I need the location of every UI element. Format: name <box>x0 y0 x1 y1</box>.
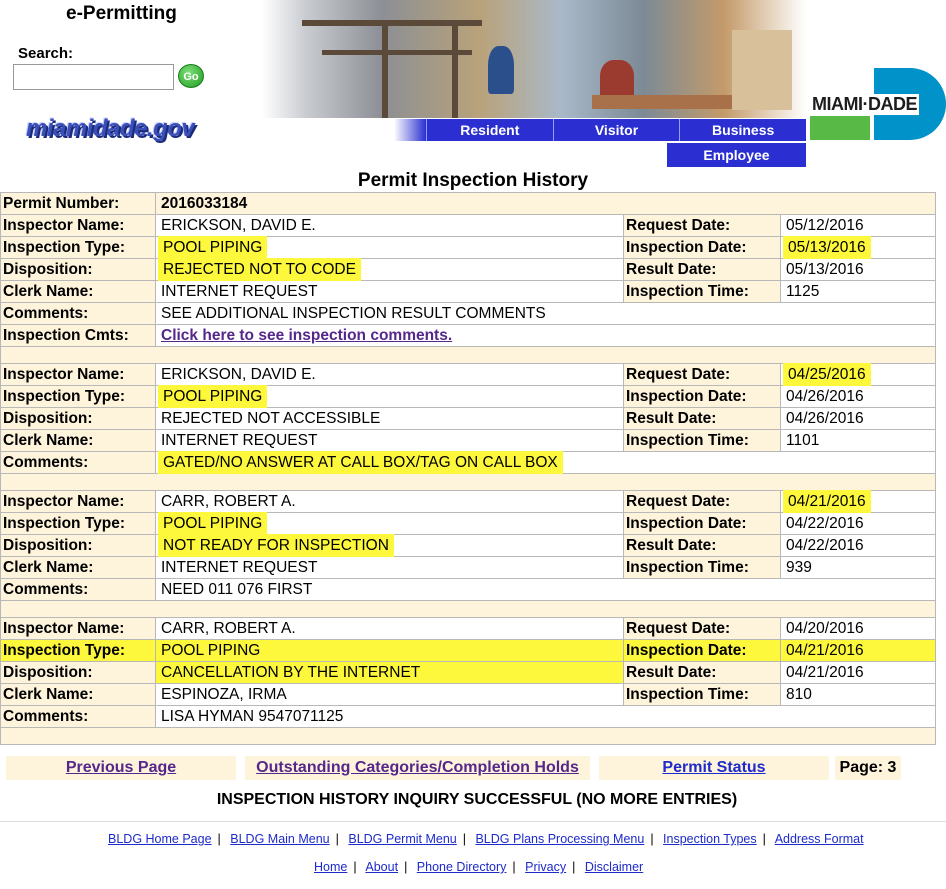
result-date: 04/26/2016 <box>781 408 936 430</box>
footer-link-about[interactable]: About <box>365 860 399 874</box>
table-row: Comments: NEED 011 076 FIRST <box>1 579 936 601</box>
clerk-name: INTERNET REQUEST <box>156 281 624 303</box>
footer-link-inspection-types[interactable]: Inspection Types <box>663 832 757 846</box>
clerk-name: ESPINOZA, IRMA <box>156 684 624 706</box>
table-row: Inspector Name: CARR, ROBERT A. Request Date: 04/21/2016 <box>1 491 936 513</box>
bldg-footer-links: BLDG Home Page | BLDG Main Menu | BLDG Permit Menu | BLDG Plans Processing Menu | Inspection Types | Address Format <box>108 832 864 846</box>
disposition: NOT READY FOR INSPECTION <box>163 536 389 554</box>
miamidade-logo[interactable]: miamidade.gov <box>26 115 195 142</box>
permit-number-label: Permit Number: <box>1 193 156 215</box>
inspection-date: 05/13/2016 <box>788 238 866 256</box>
inspection-comments-link[interactable]: Click here to see inspection comments. <box>161 326 453 344</box>
table-row: Clerk Name: INTERNET REQUEST Inspection Time: 939 <box>1 557 936 579</box>
nav-visitor[interactable]: Visitor <box>553 119 680 141</box>
inspector-name: ERICKSON, DAVID E. <box>156 215 624 237</box>
comments: SEE ADDITIONAL INSPECTION RESULT COMMENTS <box>156 303 936 325</box>
page-title: Permit Inspection History <box>357 170 589 191</box>
comments: GATED/NO ANSWER AT CALL BOX/TAG ON CALL BOX <box>163 453 558 471</box>
inspection-time: 1125 <box>781 281 936 303</box>
inspection-type: POOL PIPING <box>163 514 263 532</box>
inspector-name: CARR, ROBERT A. <box>156 618 624 640</box>
nav-resident[interactable]: Resident <box>426 119 553 141</box>
footer-link-disclaimer[interactable]: Disclaimer <box>584 860 644 874</box>
search-input[interactable] <box>13 64 174 90</box>
clerk-name: INTERNET REQUEST <box>156 430 624 452</box>
comments: LISA HYMAN 9547071125 <box>156 706 936 728</box>
table-row: Clerk Name: ESPINOZA, IRMA Inspection Time: 810 <box>1 684 936 706</box>
main-nav <box>394 119 806 141</box>
nav-business[interactable]: Business <box>679 119 806 141</box>
previous-page-button[interactable]: Previous Page <box>6 756 236 780</box>
table-row: Inspection Type: POOL PIPING Inspection Date: 04/26/2016 <box>1 386 936 408</box>
footer-link-bldg-permit-menu[interactable]: BLDG Permit Menu <box>348 832 457 846</box>
clerk-name: INTERNET REQUEST <box>156 557 624 579</box>
status-message: INSPECTION HISTORY INQUIRY SUCCESSFUL (NO MORE ENTRIES) <box>216 791 738 808</box>
inspection-time: 1101 <box>781 430 936 452</box>
table-row: Disposition: REJECTED NOT ACCESSIBLE Result Date: 04/26/2016 <box>1 408 936 430</box>
action-buttons <box>0 756 946 782</box>
inspection-type: POOL PIPING <box>156 640 624 662</box>
request-date: 05/12/2016 <box>781 215 936 237</box>
result-date: 05/13/2016 <box>781 259 936 281</box>
go-button[interactable]: Go <box>178 64 204 88</box>
table-row: Comments: SEE ADDITIONAL INSPECTION RESULT COMMENTS <box>1 303 936 325</box>
table-row: Comments: LISA HYMAN 9547071125 <box>1 706 936 728</box>
disposition: REJECTED NOT TO CODE <box>163 260 356 278</box>
footer-link-bldg-home[interactable]: BLDG Home Page <box>108 832 212 846</box>
footer-link-bldg-main-menu[interactable]: BLDG Main Menu <box>230 832 330 846</box>
result-date: 04/21/2016 <box>781 662 936 684</box>
page-header <box>0 0 946 190</box>
result-date: 04/22/2016 <box>781 535 936 557</box>
inspection-time: 810 <box>781 684 936 706</box>
permit-status-button[interactable]: Permit Status <box>599 756 829 780</box>
footer-link-address-format[interactable]: Address Format <box>774 832 864 846</box>
table-row: Clerk Name: INTERNET REQUEST Inspection Time: 1125 <box>1 281 936 303</box>
table-row: Disposition: NOT READY FOR INSPECTION Result Date: 04/22/2016 <box>1 535 936 557</box>
footer-link-privacy[interactable]: Privacy <box>525 860 567 874</box>
nav-employee[interactable]: Employee <box>667 143 806 167</box>
inspection-date: 04/21/2016 <box>781 640 936 662</box>
disposition: REJECTED NOT ACCESSIBLE <box>156 408 624 430</box>
footer-link-phone-directory[interactable]: Phone Directory <box>416 860 507 874</box>
table-row: Disposition: REJECTED NOT TO CODE Result Date: 05/13/2016 <box>1 259 936 281</box>
table-row: Inspection Type: POOL PIPING Inspection Date: 05/13/2016 <box>1 237 936 259</box>
footer-link-home[interactable]: Home <box>314 860 348 874</box>
disposition: CANCELLATION BY THE INTERNET <box>156 662 624 684</box>
construction-banner-image <box>262 0 806 118</box>
table-row: Inspection Type: POOL PIPING Inspection Date: 04/21/2016 <box>1 640 936 662</box>
table-row: Inspection Type: POOL PIPING Inspection Date: 04/22/2016 <box>1 513 936 535</box>
site-footer-links: Home | About | Phone Directory | Privacy | Disclaimer <box>314 860 644 874</box>
permit-number-row <box>1 193 936 215</box>
table-row: Clerk Name: INTERNET REQUEST Inspection Time: 1101 <box>1 430 936 452</box>
outstanding-categories-button[interactable]: Outstanding Categories/Completion Holds <box>245 756 590 780</box>
table-row: Inspection Cmts: Click here to see inspection comments. <box>1 325 936 347</box>
inspector-name: ERICKSON, DAVID E. <box>156 364 624 386</box>
page-number: Page: 3 <box>835 756 901 780</box>
table-row: Inspector Name: CARR, ROBERT A. Request Date: 04/20/2016 <box>1 618 936 640</box>
footer-link-bldg-plans-menu[interactable]: BLDG Plans Processing Menu <box>475 832 645 846</box>
inspector-name: CARR, ROBERT A. <box>156 491 624 513</box>
divider <box>0 821 946 822</box>
app-title: e-Permitting <box>66 3 177 24</box>
request-date: 04/21/2016 <box>788 492 866 510</box>
inspection-date: 04/22/2016 <box>781 513 936 535</box>
request-date: 04/20/2016 <box>781 618 936 640</box>
comments: NEED 011 076 FIRST <box>156 579 936 601</box>
table-row: Inspector Name: ERICKSON, DAVID E. Request Date: 05/12/2016 <box>1 215 936 237</box>
search-label: Search: <box>18 45 74 62</box>
permit-number-value: 2016033184 <box>156 193 936 215</box>
inspection-history-table <box>0 192 936 745</box>
inspection-type: POOL PIPING <box>163 387 263 405</box>
request-date: 04/25/2016 <box>788 365 866 383</box>
miami-dade-county-logo[interactable]: MIAMI·DADE <box>810 66 946 144</box>
inspection-date: 04/26/2016 <box>781 386 936 408</box>
inspection-time: 939 <box>781 557 936 579</box>
table-row: Comments: GATED/NO ANSWER AT CALL BOX/TAG ON CALL BOX <box>1 452 936 474</box>
inspection-type: POOL PIPING <box>163 238 263 256</box>
table-row: Disposition: CANCELLATION BY THE INTERNET Result Date: 04/21/2016 <box>1 662 936 684</box>
table-row: Inspector Name: ERICKSON, DAVID E. Request Date: 04/25/2016 <box>1 364 936 386</box>
